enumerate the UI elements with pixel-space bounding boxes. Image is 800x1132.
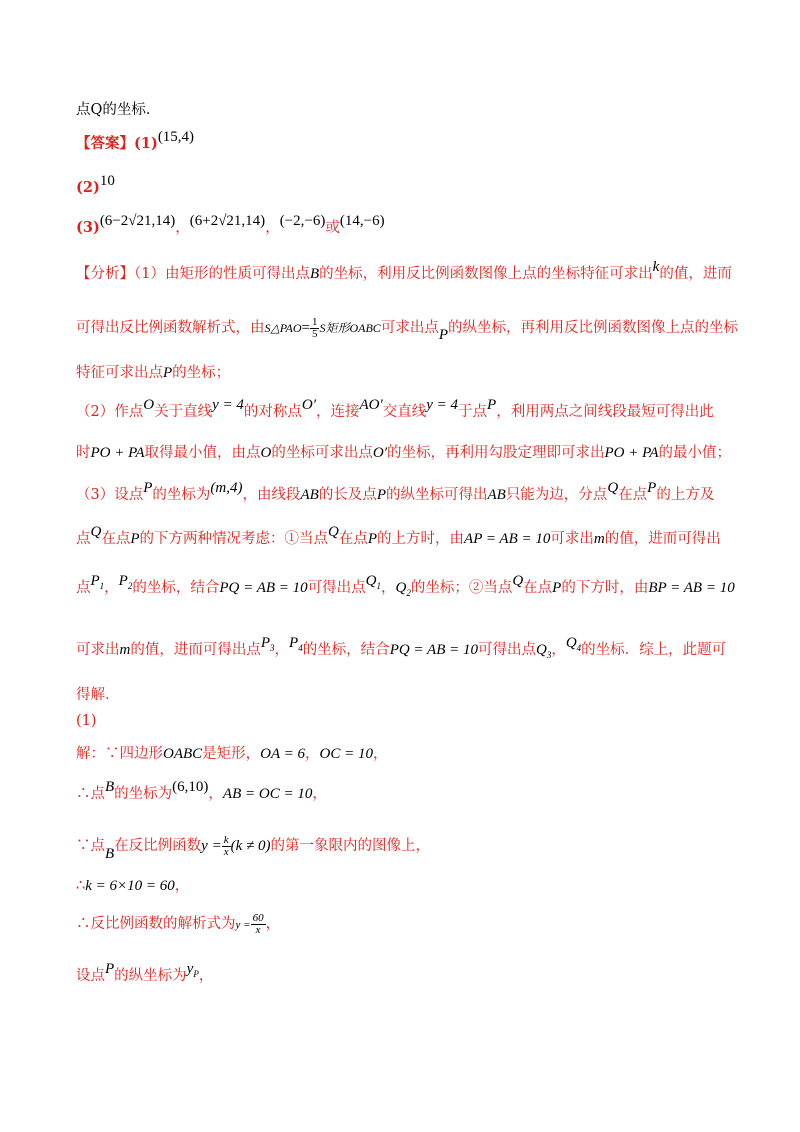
math-var: P [105,961,115,977]
solution-line-5 [76,912,740,936]
math-subscript: P [193,969,199,979]
math-var: P [90,573,100,589]
math-subscript: 4 [576,643,582,653]
math-var: O [143,397,155,413]
analysis-text: 关于直线 [154,404,213,420]
answer-line-2 [76,173,740,197]
math-p2 [119,573,133,589]
math-fraction [251,913,266,936]
math-var: m [593,531,605,547]
analysis-text: 的坐标；②当点 [410,580,513,596]
math-p4 [289,635,303,651]
analysis-line-9 [76,635,740,660]
analysis-text: 的坐标．综上，此题可 [581,642,727,658]
analysis-text: 可求出 [550,531,594,547]
solution-line-6 [76,961,740,986]
math-var: Q [512,573,524,589]
analysis-text: 的长及点 [318,487,377,503]
analysis-text: 可求出 [76,642,120,658]
math-var: AB [300,487,319,503]
fraction-denominator: x [255,923,261,936]
answer-part-3-value-1: (6−2√21,14) [99,213,176,229]
analysis-text: 在点 [338,531,368,547]
analysis-sep: ， [274,642,290,658]
analysis-text: 点 [76,531,91,547]
analysis-text: 时 [76,445,91,461]
analysis-sep: ， [551,642,566,658]
analysis-text: 在点 [101,531,131,547]
math-var: P [163,365,173,381]
analysis-text: 的下方时，由 [561,580,649,596]
math-var: Q [535,642,547,658]
analysis-line-3 [76,361,740,382]
solution-sep: ， [198,968,214,984]
solution-text: 设点 [76,968,105,984]
math-area-rect: S矩形OABC [319,321,381,335]
analysis-text: 取得最小值，由点 [144,445,261,461]
math-p3 [261,635,275,651]
analysis-text: 点 [76,580,91,596]
analysis-text: 只能为边，分点 [505,487,608,503]
analysis-text: 可得出反比例函数解析式，由 [76,320,265,336]
analysis-text: 的坐标可求出点 [271,445,373,461]
math-expr: k = 6×10 = 60 [85,878,175,894]
math-var: O′ [372,445,387,461]
math-yp [187,961,199,977]
math-expr: (k ≠ 0) [230,838,271,854]
math-var: B [105,846,115,862]
solution-text: 的纵坐标为 [114,968,187,984]
math-var: m [119,642,131,658]
math-expr: y = 4 [426,397,459,413]
math-var: y [186,961,194,977]
math-subscript: 1 [376,581,381,591]
math-subscript: 3 [546,650,552,660]
math-expr: AO′ [359,397,383,413]
answer-part-1-value: (15,4) [157,129,195,145]
math-var: P [552,580,562,596]
answer-part-2-number: (2) [76,179,100,196]
math-coord: (m,4) [210,480,243,496]
math-expr: PO + PA [90,445,145,461]
math-coord: (6,10) [172,779,209,795]
math-var: P [118,573,128,589]
analysis-text: 的下方两种情况考虑：①当点 [139,531,329,547]
analysis-line-1 [76,259,740,283]
solution-text: ∴点 [76,786,105,802]
analysis-line-4 [76,397,740,421]
solution-text: ∴ [76,878,86,894]
analysis-text: 可得出点 [307,580,366,596]
math-var: O [260,445,272,461]
answer-part-3-value-3: (−2,−6) [279,213,326,229]
math-expr: y = [235,919,251,931]
analysis-text: ，由线段 [242,487,301,503]
answer-separator: ， [175,220,190,236]
math-var: P [260,635,271,651]
math-var: P [367,531,378,547]
math-fraction [222,835,231,858]
math-area-triangle: S△PAO [264,321,302,335]
math-q4 [566,635,581,651]
math-var: P [487,397,497,413]
solution-line-3 [76,833,740,862]
math-subscript: 2 [127,581,133,591]
analysis-text: 的坐标，利用反比例函数图像上点的坐标特征可求出 [319,266,653,282]
analysis-text: 的值，进而 [659,266,732,282]
analysis-text: 【分析】（1）由矩形的性质可得出点 [76,266,310,282]
math-var: B [309,266,320,282]
math-q2 [395,580,410,596]
analysis-line-2 [76,315,740,343]
answer-part-3-number: (3) [76,219,100,236]
math-p1 [91,573,105,589]
math-expr: PQ = AB = 10 [389,642,478,658]
solution-text: 解：∵四边形 [76,746,163,762]
math-expr: y = 4 [212,397,244,413]
math-var: Q [395,580,407,596]
math-var: OABC [163,746,203,762]
analysis-line-8 [76,573,740,598]
analysis-line-7 [76,524,740,548]
answer-or: 或 [325,220,340,236]
answer-line-3 [76,213,740,237]
solution-text: 的坐标为 [114,786,173,802]
math-expr: y = [201,838,222,854]
math-expr: AP = AB = 10 [464,531,551,547]
analysis-text: 的最小值； [658,445,731,461]
solution-sep: ， [174,878,190,894]
math-q3 [536,642,551,658]
question-tail [76,98,740,119]
analysis-text: ，连接 [315,404,360,420]
analysis-text: 可得出点 [477,642,536,658]
analysis-text: 的上方及 [656,487,715,503]
analysis-text: 在点 [523,580,553,596]
math-var: Q [607,480,619,496]
analysis-text: 的纵坐标，再利用反比例函数图像上点的坐标 [448,320,738,336]
analysis-sep: ， [380,580,396,596]
math-expr: PO + PA [604,445,659,461]
math-expr: PQ = AB = 10 [219,580,308,596]
math-var: AB [487,487,506,503]
analysis-line-10 [76,683,740,704]
math-var: P [289,635,299,651]
math-var: P [376,487,386,503]
analysis-text: 的值，进而可得出点 [130,642,261,658]
analysis-text: 可求出点 [380,320,439,336]
analysis-text: 得解． [76,687,120,703]
math-var: Q [365,573,377,589]
math-expr: OA = 6 [260,746,306,762]
answer-line-1 [76,129,740,153]
solution-text: ∵点 [76,838,105,854]
math-var: O′ [301,397,316,413]
solution-line-2 [76,779,740,803]
math-equals: = [301,320,310,336]
math-expr: AB = OC = 10 [222,786,313,802]
solution-text: 的第一象限内的图像上， [270,838,430,854]
math-var: k [652,259,660,275]
analysis-text: 在点 [618,487,648,503]
analysis-text: 的坐标，结合 [132,580,220,596]
analysis-text: （3）设点 [76,487,144,503]
solution-part-number: (1) [76,713,97,729]
solution-sep: ， [265,916,281,932]
analysis-text: 的值，进而可得出 [604,531,721,547]
answer-part-3-value-2: (6+2√21,14) [189,213,266,229]
analysis-sep: ， [104,580,119,596]
math-expr: OC = 10 [319,746,373,762]
analysis-line-5 [76,441,740,462]
analysis-text: 交直线 [382,404,427,420]
fraction-denominator: 5 [311,327,318,340]
fraction-numerator: 1 [311,315,318,328]
analysis-text: （2）作点 [76,404,144,420]
analysis-text: 特征可求出点 [76,365,163,381]
math-subscript: 4 [298,643,303,653]
answer-part-2-value: 10 [99,173,115,189]
solution-line-4 [76,874,740,895]
answer-separator: ， [265,220,280,236]
math-var: P [438,327,448,343]
math-var: Q [90,524,102,540]
math-q1 [366,573,381,589]
math-var: P [130,531,140,547]
fraction-denominator: x [223,845,229,858]
solution-text: ∴反比例函数的解析式为 [76,916,236,932]
analysis-text: 的纵坐标可得出 [385,487,488,503]
solution-sep: ， [312,786,327,802]
analysis-text: 的对称点 [243,404,302,420]
analysis-text: 的坐标，结合 [302,642,390,658]
solution-sep: ， [305,746,320,762]
analysis-text: 的上方时，由 [377,531,465,547]
analysis-text: 的坐标； [172,365,231,381]
analysis-text: 的坐标，再利用勾股定理即可求出 [386,445,605,461]
math-var: P [143,480,153,496]
solution-text: 是矩形， [202,746,261,762]
solution-part-label [76,713,740,729]
analysis-text: ，利用两点之间线段最短可得出此 [496,404,714,420]
question-tail-text: 点Q的坐标． [76,102,161,118]
solution-line-1 [76,742,740,763]
math-var: Q [328,524,339,540]
fraction-numerator: k [223,833,229,846]
fraction-numerator: 60 [252,911,264,924]
math-var: Q [565,635,577,651]
solution-text: 在反比例函数 [114,838,202,854]
answer-part-1-number: (1) [134,135,158,152]
solution-sep: ， [373,746,388,762]
math-subscript: 2 [406,588,411,598]
math-subscript: 3 [270,643,275,653]
math-var: B [105,779,115,795]
analysis-text: 于点 [458,404,488,420]
answer-label: 【答案】 [76,135,134,152]
math-subscript: 1 [99,581,105,591]
solution-sep: ， [208,786,223,802]
math-expr: BP = AB = 10 [648,580,735,596]
analysis-text: 的坐标为 [152,487,211,503]
analysis-line-6 [76,480,740,504]
math-var: P [647,480,657,496]
answer-part-3-value-4: (14,−6) [339,213,385,229]
